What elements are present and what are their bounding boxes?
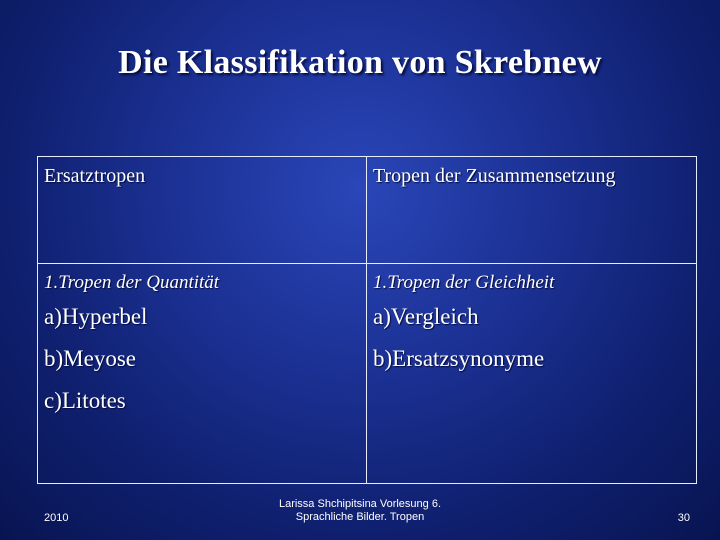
classification-table [37,156,697,484]
table-cell-left-header [38,157,366,263]
footer-year: 2010 [44,512,69,524]
table-cell-right-header [367,157,698,263]
right-item-list [373,296,698,380]
footer-page-number: 30 [677,512,690,524]
list-item: a)Hyperbel [44,304,148,329]
list-item: b)Ersatzsynonyme [373,346,545,371]
footer-center-line-2: Sprachliche Bilder. Tropen [295,511,425,523]
table-cell-left-body [38,264,366,485]
left-column-header: Ersatztropen [44,165,146,187]
right-subheading: 1.Tropen der Gleichheit [373,272,555,293]
right-column-header: Tropen der Zusammensetzung [373,165,616,187]
left-subheading: 1.Tropen der Quantität [44,272,220,293]
table-cell-right-body [367,264,698,485]
list-item: a)Vergleich [373,304,479,329]
list-item: b)Meyose [44,346,136,371]
slide-title: Die Klassifikation von Skrebnew [118,44,602,81]
left-item-list [44,296,366,422]
footer-author-info [250,498,470,524]
list-item: c)Litotes [44,388,126,413]
footer-center-line-1: Larissa Shchipitsina Vorlesung 6. [278,498,442,510]
